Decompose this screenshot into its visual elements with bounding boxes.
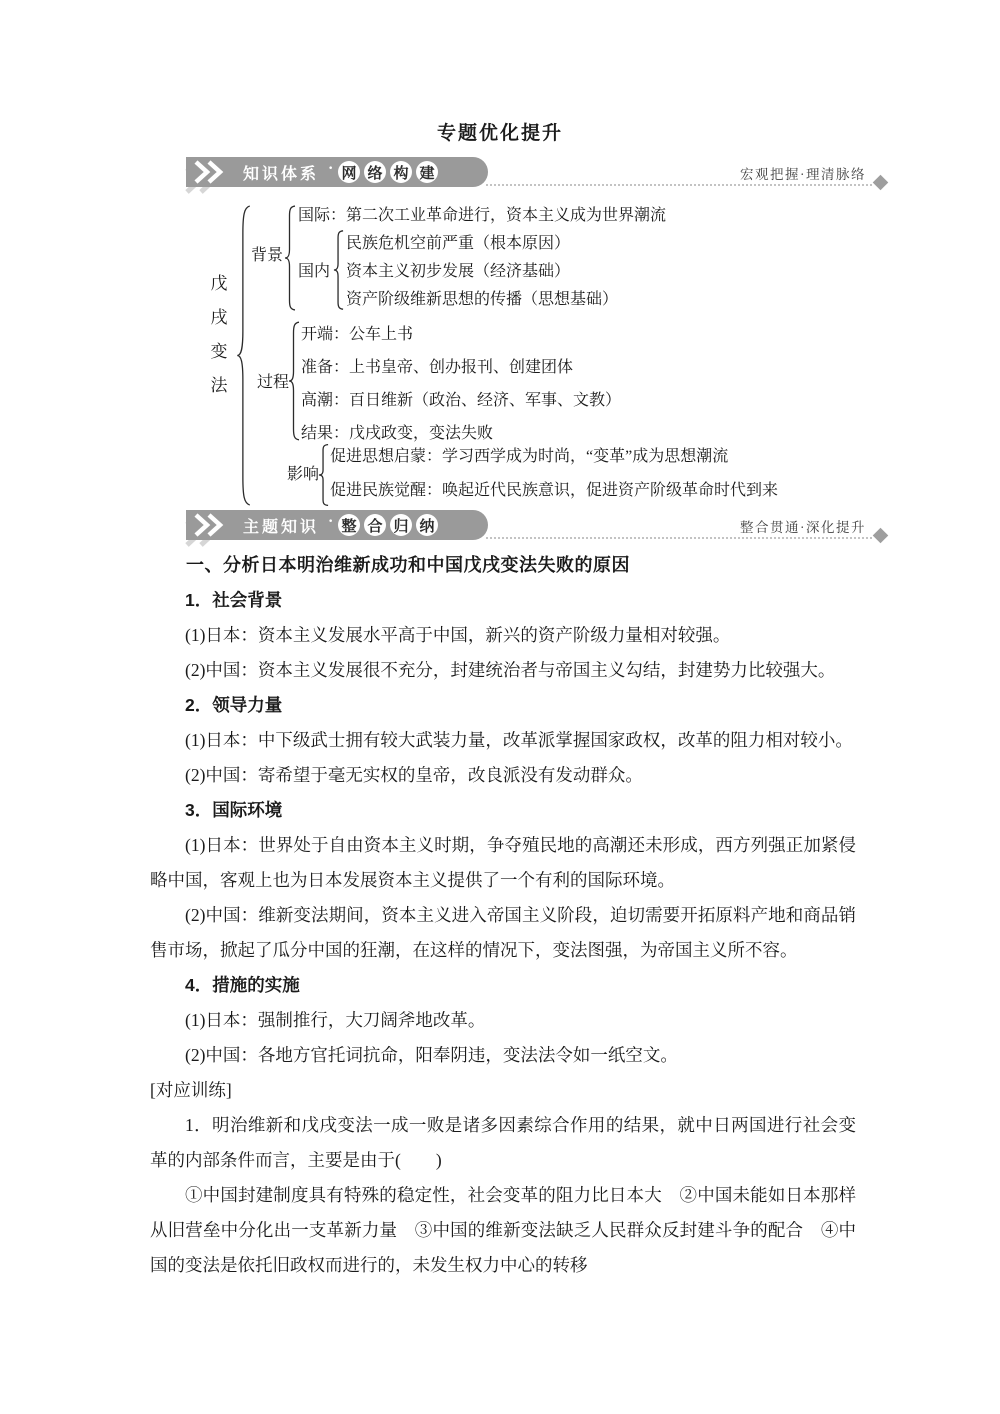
circled-char: 网: [338, 161, 360, 183]
paragraph: (1)日本：世界处于自由资本主义时期，争夺殖民地的高潮还未形成，西方列强正加紧侵略中国，客观上也为日本发展资本主义提供了一个有利的国际环境。: [150, 835, 856, 890]
mindmap-item: 资产阶级维新思想的传播（思想基础）: [346, 291, 619, 308]
subheading: 2．领导力量: [185, 695, 283, 715]
dotted-rule: [486, 537, 872, 539]
mindmap-item: 准备：上书皇帝、创办报刊、创建团体: [301, 359, 574, 376]
section-heading: 一、分析日本明治维新成功和中国戊戌变法失败的原因: [186, 555, 630, 575]
circled-char: 纳: [416, 514, 438, 536]
paragraph: (2)中国：维新变法期间，资本主义进入帝国主义阶段，迫切需要开拓原料产地和商品销售市场，掀起了瓜分中国的狂潮，在这样的情况下，变法图强，为帝国主义所不容。: [150, 905, 856, 960]
root-char: 戊: [210, 274, 228, 293]
banner-knowledge: [186, 157, 888, 187]
mindmap-item: 开端：公车上书: [301, 326, 414, 343]
root-char: 法: [210, 376, 228, 395]
curly-brace-icon: [284, 205, 296, 311]
circled-char: 合: [364, 514, 386, 536]
circled-char: 建: [416, 161, 438, 183]
circled-char: 归: [390, 514, 412, 536]
mindmap-item: 促进民族觉醒：唤起近代民族意识，促进资产阶级革命时代到来: [330, 482, 779, 499]
branch-label-domestic: 国内: [298, 263, 331, 280]
branch-label-process: 过程: [257, 374, 290, 391]
mindmap-item: 资本主义初步发展（经济基础）: [346, 263, 571, 280]
paragraph: (2)中国：各地方官托词抗命，阳奉阴违，变法法令如一纸空文。: [185, 1045, 678, 1065]
circled-char: 络: [364, 161, 386, 183]
curly-brace-icon: [318, 444, 329, 506]
paragraph: (1)日本：资本主义发展水平高于中国，新兴的资产阶级力量相对较强。: [185, 625, 731, 645]
subheading: 3．国际环境: [185, 800, 283, 820]
curly-brace-icon: [288, 321, 300, 441]
banner-separator: ·: [328, 160, 334, 177]
mindmap-item: 民族危机空前严重（根本原因）: [346, 235, 571, 252]
banner-separator: ·: [328, 513, 334, 530]
paragraph: (1)日本：中下级武士拥有较大武装力量，改革派掌握国家政权，改革的阻力相对较小。: [185, 730, 853, 750]
dotted-rule: [486, 184, 872, 186]
subheading: 4．措施的实施: [185, 975, 300, 995]
mindmap-item: 结果：戊戌政变，变法失败: [301, 425, 494, 442]
paragraph: (1)日本：强制推行，大刀阔斧地改革。: [185, 1010, 486, 1030]
circled-word: [338, 161, 438, 183]
curly-brace-icon: [236, 203, 251, 508]
page-title: 专题优化提升: [436, 123, 563, 144]
mindmap-item: 国际：第二次工业革命进行，资本主义成为世界潮流: [298, 207, 667, 224]
paragraph: (2)中国：寄希望于毫无实权的皇帝，改良派没有发动群众。: [185, 765, 643, 785]
subheading: 1．社会背景: [185, 590, 283, 610]
banner-right-note: 宏观把握·理清脉络: [740, 167, 866, 182]
question-stem: 1．明治维新和戊戌变法一成一败是诸多因素综合作用的结果，就中日两国进行社会变革的内部条件而言，主要是由于( ): [150, 1115, 856, 1170]
curly-brace-icon: [333, 230, 344, 310]
branch-label-background: 背景: [251, 247, 284, 264]
circled-word: [338, 514, 438, 536]
circled-char: 构: [390, 161, 412, 183]
training-label: [对应训练]: [150, 1080, 232, 1100]
mindmap-item: 高潮：百日维新（政治、经济、军事、文教）: [301, 392, 622, 409]
branch-label-influence: 影响: [287, 466, 320, 483]
banner-bar: [186, 157, 488, 187]
banner-title: 主题知识: [243, 519, 320, 536]
main-content: [150, 548, 856, 1283]
root-char: 变: [210, 342, 228, 361]
banner-theme: [186, 510, 888, 540]
mindmap-root-label: [210, 274, 228, 396]
diamond-icon: [873, 175, 889, 191]
banner-bar: [186, 510, 488, 540]
mindmap-item: 促进思想启蒙：学习西学成为时尚，“变革”成为思想潮流: [330, 448, 729, 465]
banner-right-note: 整合贯通·深化提升: [740, 520, 866, 535]
double-chevron-icon: [193, 160, 227, 189]
question-options: ①中国封建制度具有特殊的稳定性，社会变革的阻力比日本大 ②中国未能如日本那样从旧营垒中分化出一支革新力量 ③中国的维新变法缺乏人民群众反封建斗争的配合 ④中国的变法是依托旧政权而进行的，未发生权力中心的转移: [150, 1185, 856, 1275]
circled-char: 整: [338, 514, 360, 536]
diamond-icon: [873, 528, 889, 544]
root-char: 戌: [210, 308, 228, 327]
double-chevron-icon: [193, 513, 227, 542]
paragraph: (2)中国：资本主义发展很不充分，封建统治者与帝国主义勾结，封建势力比较强大。: [185, 660, 836, 680]
banner-title: 知识体系: [243, 166, 320, 183]
